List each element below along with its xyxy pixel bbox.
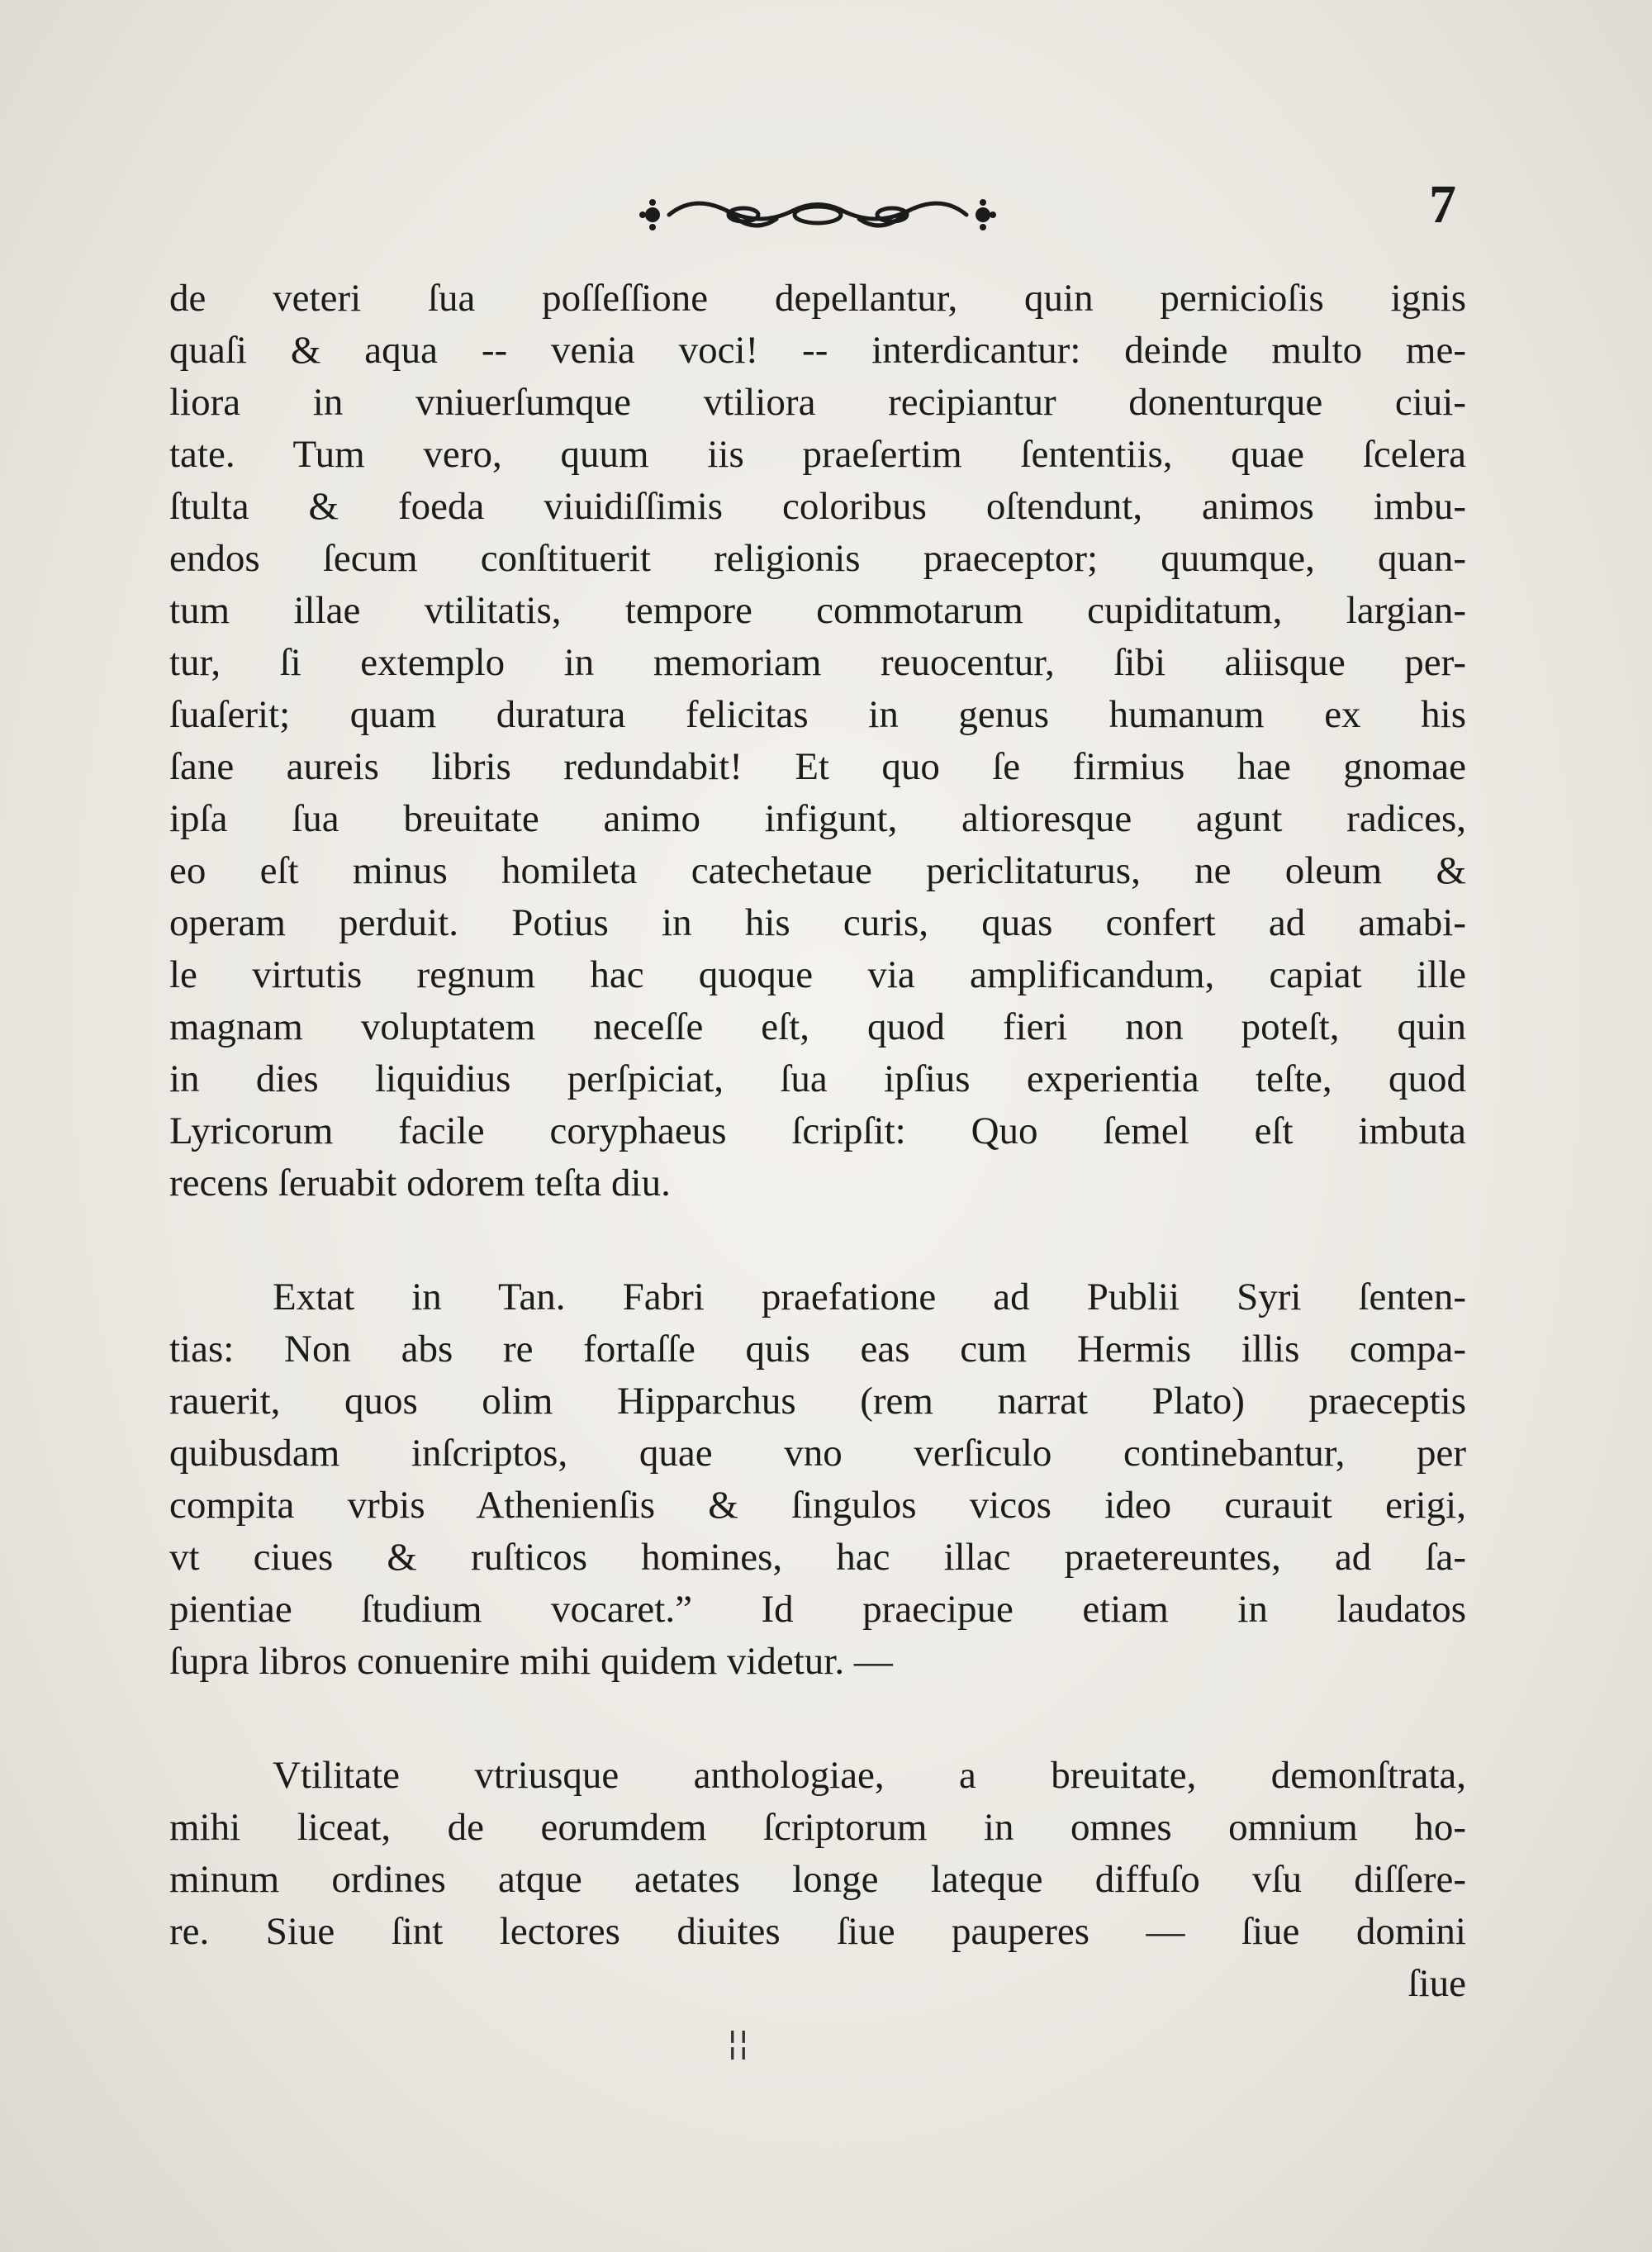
- page-number: 7: [1429, 174, 1456, 235]
- text-line: vt ciues & ruſticos homines, hac illac praetereuntes, ad ſa-: [169, 1536, 1466, 1579]
- text-line: tur, ſi extemplo in memoriam reuocentur, ſibi aliisque per-: [169, 641, 1466, 684]
- body-text: [169, 273, 1466, 2010]
- header-ornament: [636, 186, 999, 244]
- paragraph-gap: [169, 1688, 1466, 1750]
- text-line: rauerit, quos olim Hipparchus (rem narrat Plato) praeceptis: [169, 1380, 1466, 1423]
- text-line: quaſi & aqua -- venia voci! -- interdicantur: deinde multo me-: [169, 329, 1466, 372]
- text-line: endos ſecum conſtituerit religionis praeceptor; quumque, quan-: [169, 537, 1466, 580]
- paragraph-2: [169, 1271, 1466, 1688]
- text-line: compita vrbis Athenienſis & ſingulos vicos ideo curauit erigi,: [169, 1484, 1466, 1527]
- paragraph-1: [169, 273, 1466, 1209]
- text-line: re. Siue ſint lectores diuites ſiue pauperes — ſiue domini: [169, 1910, 1466, 1953]
- text-line: quibusdam inſcriptos, quae vno verſiculo continebantur, per: [169, 1432, 1466, 1475]
- text-line: Lyricorum facile coryphaeus ſcripſit: Quo ſemel eſt imbuta: [169, 1109, 1466, 1152]
- text-line: operam perduit. Potius in his curis, quas confert ad amabi-: [169, 901, 1466, 944]
- paragraph-3: [169, 1750, 1466, 1958]
- text-line: minum ordines atque aetates longe lateque diffuſo vſu diſſere-: [169, 1858, 1466, 1901]
- paragraph-gap: [169, 1209, 1466, 1271]
- catchword: ſiue: [1408, 1962, 1466, 2005]
- text-line: mihi liceat, de eorumdem ſcriptorum in omnes omnium ho-: [169, 1806, 1466, 1849]
- text-line: Vtilitate vtriusque anthologiae, a breuitate, demonſtrata,: [273, 1754, 1466, 1797]
- text-line: magnam voluptatem neceſſe eſt, quod fieri non poteſt, quin: [169, 1005, 1466, 1048]
- text-line: ſupra libros conuenire mihi quidem videtur. —: [169, 1640, 893, 1683]
- text-line: recens ſeruabit odorem teſta diu.: [169, 1162, 671, 1204]
- text-line: pientiae ſtudium vocaret.” Id praecipue etiam in laudatos: [169, 1588, 1466, 1631]
- text-line: ipſa ſua breuitate animo infigunt, altioresque agunt radices,: [169, 797, 1466, 840]
- text-line: ſuaſerit; quam duratura felicitas in genus humanum ex his: [169, 693, 1466, 736]
- text-line: de veteri ſua poſſeſſione depellantur, quin pernicioſis ignis: [169, 277, 1466, 320]
- text-line: tias: Non abs re fortaſſe quis eas cum Hermis illis compa-: [169, 1328, 1466, 1371]
- text-line: ſtulta & foeda viuidiſſimis coloribus oſtendunt, animos imbu-: [169, 485, 1466, 528]
- text-line: tate. Tum vero, quum iis praeſertim ſententiis, quae ſcelera: [169, 433, 1466, 476]
- text-line: tum illae vtilitatis, tempore commotarum cupiditatum, largian-: [169, 589, 1466, 632]
- text-line: in dies liquidius perſpiciat, ſua ipſius experientia teſte, quod: [169, 1057, 1466, 1100]
- text-line: liora in vniuerſumque vtiliora recipiantur donenturque ciui-: [169, 381, 1466, 424]
- text-line: ſane aureis libris redundabit! Et quo ſe firmius hae gnomae: [169, 745, 1466, 788]
- text-line: Extat in Tan. Fabri praefatione ad Publii Syri ſenten-: [273, 1276, 1466, 1318]
- text-line: le virtutis regnum hac quoque via amplificandum, capiat ille: [169, 953, 1466, 996]
- signature-mark: ¦¦: [727, 2024, 749, 2062]
- text-line: eo eſt minus homileta catechetaue periclitaturus, ne oleum &: [169, 849, 1466, 892]
